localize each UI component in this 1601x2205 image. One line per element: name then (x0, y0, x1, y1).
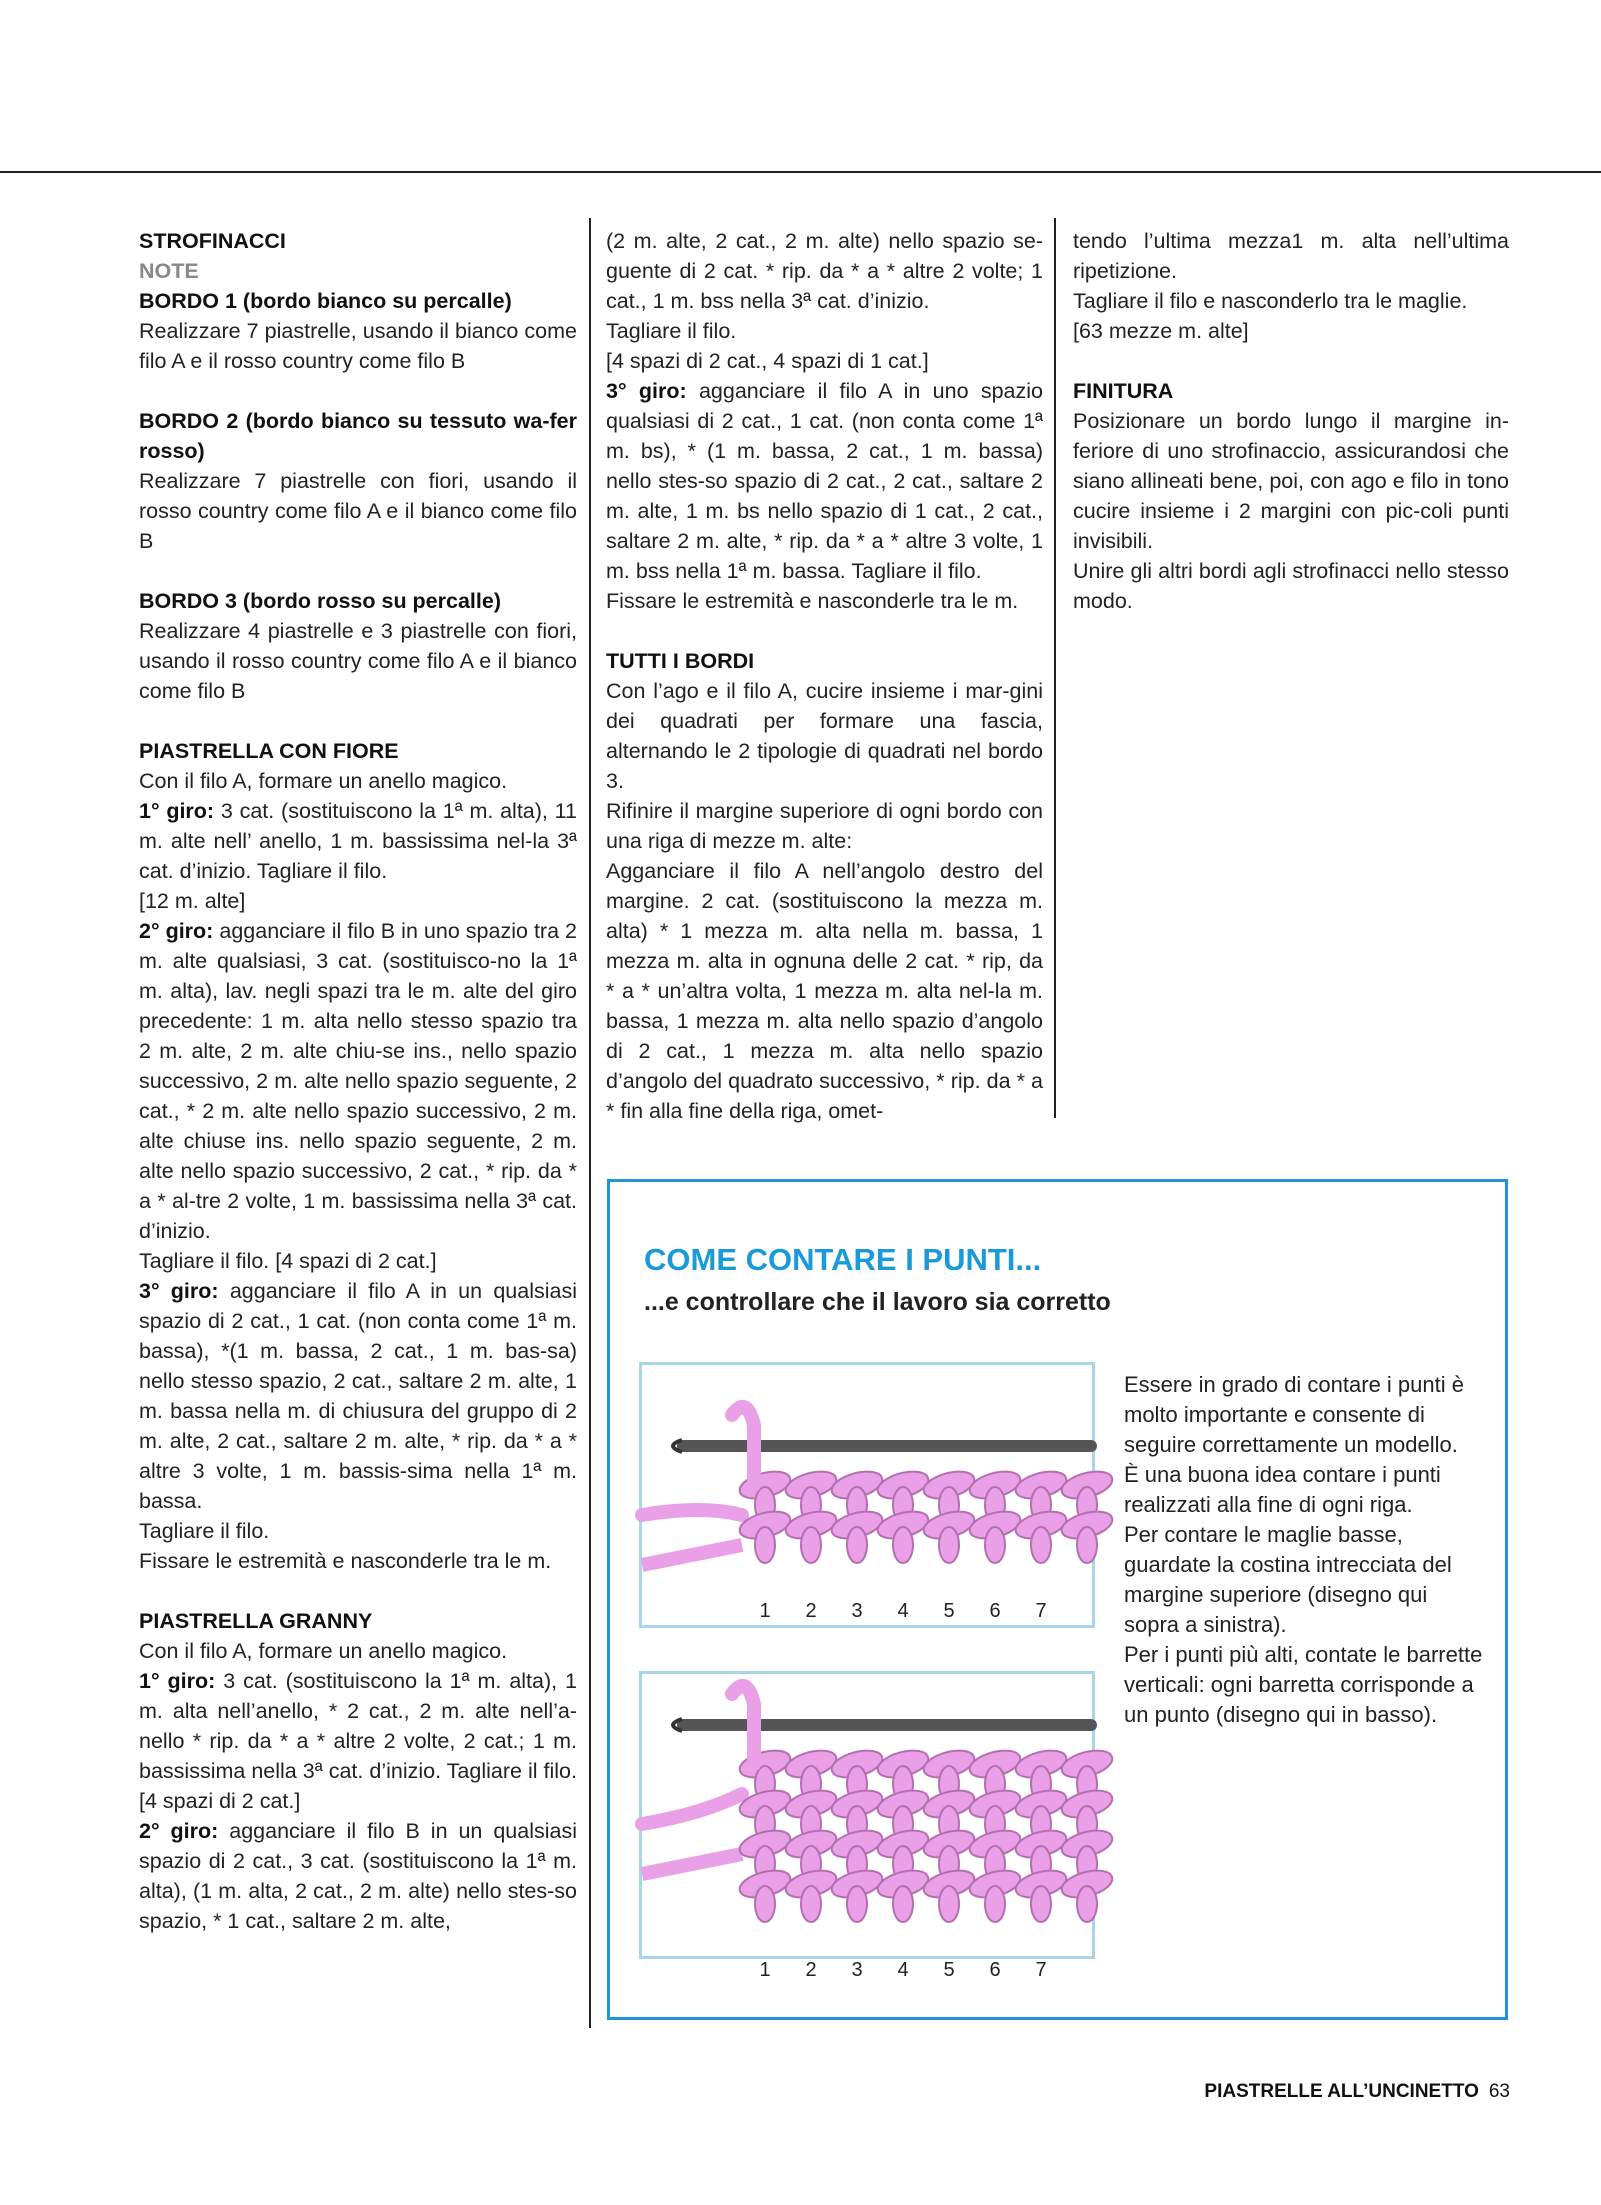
paragraph (139, 316, 577, 376)
paragraph-text: [4 spazi di 2 cat., 4 spazi di 1 cat.] (606, 349, 929, 373)
stitch-number: 3 (851, 1959, 863, 1981)
paragraph (1073, 226, 1509, 286)
paragraph (606, 226, 1043, 316)
paragraph-text: Fissare le estremità e nasconderle tra le m. (606, 589, 1019, 613)
box-subtitle: ...e controllare che il lavoro sia corretto (644, 1288, 1111, 1316)
paragraph-text: Tagliare il filo. (606, 319, 737, 343)
column-3 (1073, 226, 1509, 616)
yarn-tail (642, 1794, 742, 1824)
section-heading: TUTTI I BORDI (606, 649, 755, 673)
paragraph (139, 1516, 577, 1546)
yarn-post (893, 1886, 913, 1922)
yarn-post (755, 1886, 775, 1922)
paragraph-text: Agganciare il filo A nell’angolo destro del margine. 2 cat. (sostituiscono la mezza m. alta) * 1 mezza m. alta nella m. bassa, 1 mezza m. alta in ognuna delle 2 cat. * rip, da * a * un’altra volta, 1 mezza m. alta nel-la m. bassa, 1 mezza m. alta nello spazio d’angolo di 2 cat., 1 mezza m. alta nello spazio d’angolo del quadrato successivo, * rip. da * a * fin alla fine della riga, omet- (606, 859, 1043, 1123)
round-label: 2° giro: (139, 1819, 219, 1843)
section-heading: BORDO 1 (bordo bianco su percalle) (139, 289, 512, 313)
yarn-post (985, 1886, 1005, 1922)
column-2 (606, 226, 1043, 1126)
stitch-number: 5 (943, 1600, 955, 1622)
stitch-number: 1 (759, 1959, 771, 1981)
round-label: 3° giro: (139, 1279, 219, 1303)
box-paragraph: Per contare le maglie basse, guardate la costina intrecciata del margine superiore (disegno qui sopra a sinistra). (1124, 1522, 1452, 1637)
paragraph (1073, 316, 1509, 346)
hook-shaft (677, 1719, 1097, 1731)
double-crochet-illustration (639, 1671, 1095, 1981)
stitch-number: 2 (805, 1959, 817, 1981)
paragraph-text: Unire gli altri bordi agli strofinacci nello stesso modo. (1073, 559, 1509, 613)
round-label: 2° giro: (139, 919, 214, 943)
paragraph-text: Con il filo A, formare un anello magico. (139, 1639, 508, 1663)
paragraph-text: agganciare il filo B in uno spazio tra 2 m. alte qualsiasi, 3 cat. (sostituisco-no la 1ª m. alta), lav. negli spazi tra le m. alte del giro precedente: 1 m. alta nello stesso spazio tra 2 m. alte, 2 m. alte chiu-se ins., nello spazio successivo, 2 m. alte nello spazio seguente, 2 cat., * 2 m. alte nello spazio successivo, 2 m. alte chiuse ins. nello spazio seguente, 2 m. alte nello spazio successivo, 2 cat., * rip. da * a * al-tre 2 volte, 1 m. bassissima nella 3ª cat. d’inizio. (139, 919, 578, 1243)
paragraph-text: 3 cat. (sostituiscono la 1ª m. alta), 11 m. alte nell’ anello, 1 m. bassissima nel-la 3ª cat. d’inizio. Tagliare il filo. (139, 799, 577, 883)
stitch-number: 5 (943, 1959, 955, 1981)
paragraph-text: Tagliare il filo e nasconderlo tra le maglie. (1073, 289, 1468, 313)
crochet-hook-dc-drawing (642, 1674, 1092, 1981)
yarn-post (985, 1527, 1005, 1563)
paragraph (139, 1666, 577, 1816)
yarn-post (801, 1527, 821, 1563)
paragraph-text: Realizzare 7 piastrelle, usando il bianco come filo A e il rosso country come filo B (139, 319, 577, 373)
column-divider (589, 218, 591, 2028)
yarn-post (1077, 1886, 1097, 1922)
section-heading: PIASTRELLA GRANNY (139, 1609, 373, 1633)
paragraph (139, 466, 577, 556)
paragraph-text: 3 cat. (sostituiscono la 1ª m. alta), 1 m. alta nell’anello, * 2 cat., 2 m. alte nell’a-nello * rip. da * a * altre 2 volte, 2 cat.; 1 m. bassissima nella 3ª cat. d’inizio. Tagliare il filo. [4 spazi di 2 cat.] (139, 1669, 577, 1813)
paragraph (139, 1546, 577, 1576)
round-label: 1° giro: (139, 799, 215, 823)
yarn-post (755, 1527, 775, 1563)
page-footer (1204, 2081, 1510, 2103)
spacer (139, 556, 577, 586)
paragraph (606, 586, 1043, 616)
yarn-post (801, 1886, 821, 1922)
paragraph-text: agganciare il filo A in un qualsiasi spazio di 2 cat., 1 cat. (non conta come 1ª m. bassa), *(1 m. bassa, 2 cat., 1 m. bas-sa) nello stesso spazio, 2 cat., saltare 2 m. alte, 1 m. bassa nella m. di chiusura del gruppo di 2 m. alte, 2 cat., saltare 2 m. alte, * rip. da * a * altre 3 volte, 1 m. bassis-sima nella 1ª m. bassa. (139, 1279, 577, 1513)
paragraph (139, 1276, 577, 1516)
yarn-tail (642, 1510, 742, 1515)
yarn-post (1077, 1527, 1097, 1563)
yarn-strand (642, 1545, 742, 1565)
yarn-post (1031, 1527, 1051, 1563)
yarn-post (847, 1886, 867, 1922)
paragraph (606, 796, 1043, 856)
yarn-post (1031, 1886, 1051, 1922)
crochet-hook-sc-drawing (642, 1365, 1092, 1625)
paragraph (139, 796, 577, 886)
paragraph-text: tendo l’ultima mezza1 m. alta nell’ultima ripetizione. (1073, 229, 1509, 283)
paragraph-text: Realizzare 4 piastrelle e 3 piastrelle con fiori, usando il rosso country come filo A e il bianco come filo B (139, 619, 577, 703)
paragraph (606, 676, 1043, 796)
paragraph-text: Con l’ago e il filo A, cucire insieme i mar-gini dei quadrati per formare una fascia, alternando le 2 tipologie di quadrati nel bordo 3. (606, 679, 1043, 793)
paragraph-text: Con il filo A, formare un anello magico. (139, 769, 508, 793)
paragraph-text: Tagliare il filo. [4 spazi di 2 cat.] (139, 1249, 437, 1273)
section-heading: STROFINACCI (139, 229, 286, 253)
stitch-number: 1 (759, 1600, 771, 1622)
paragraph (139, 1636, 577, 1666)
spacer (606, 616, 1043, 646)
paragraph-text: agganciare il filo B in un qualsiasi spazio di 2 cat., 3 cat. (sostituiscono la 1ª m. alta), (1 m. alta, 2 cat., 2 m. alte) nello stes-so spazio, * 1 cat., saltare 2 m. alte, (139, 1819, 577, 1933)
spacer (139, 706, 577, 736)
column-divider (1054, 218, 1056, 1118)
spacer (139, 1576, 577, 1606)
paragraph (139, 886, 577, 916)
how-to-count-box (607, 1179, 1508, 2020)
box-paragraph: È una buona idea contare i punti realizzati alla fine di ogni riga. (1124, 1462, 1441, 1517)
paragraph-text: agganciare il filo A in uno spazio qualsiasi di 2 cat., 1 cat. (non conta come 1ª m. bs), * (1 m. bassa, 2 cat., 1 m. bassa) nello stes-so spazio di 2 cat., 2 cat., saltare 2 m. alte, 1 m. bs nello spazio di 1 cat., 2 cat., saltare 2 m. alte, * rip. da * a * altre 3 volte, 1 m. bss nella 1ª m. bassa. Tagliare il filo. (606, 379, 1043, 583)
paragraph-text: Realizzare 7 piastrelle con fiori, usando il rosso country come filo A e il bianco come filo B (139, 469, 577, 553)
stitch-number: 4 (897, 1600, 909, 1622)
single-crochet-illustration (639, 1362, 1095, 1628)
section-heading: FINITURA (1073, 379, 1174, 403)
paragraph-text: Tagliare il filo. (139, 1519, 270, 1543)
paragraph (139, 916, 577, 1246)
footer-title: PIASTRELLE ALL’UNCINETTO (1204, 2081, 1479, 2102)
paragraph-text: Posizionare un bordo lungo il margine in-feriore di uno strofinaccio, assicurandosi che siano allineati bene, poi, con ago e filo in tono cucire insieme i 2 margini con pic-coli punti invisibili. (1073, 409, 1509, 553)
paragraph-text: (2 m. alte, 2 cat., 2 m. alte) nello spazio se-guente di 2 cat. * rip. da * a * altre 2 volte; 1 cat., 1 m. bss nella 3ª cat. d’inizio. (606, 229, 1043, 313)
section-heading: PIASTRELLA CON FIORE (139, 739, 399, 763)
yarn-post (847, 1527, 867, 1563)
paragraph (606, 856, 1043, 1126)
box-paragraph: Essere in grado di contare i punti è molto importante e consente di seguire correttamente un modello. (1124, 1372, 1464, 1457)
hook-shaft (677, 1440, 1097, 1452)
stitch-number: 7 (1035, 1959, 1047, 1981)
stitch-number: 4 (897, 1959, 909, 1981)
round-label: 1° giro: (139, 1669, 216, 1693)
section-heading: BORDO 2 (bordo bianco su tessuto wa-fer rosso) (139, 409, 577, 463)
paragraph (606, 316, 1043, 346)
paragraph (1073, 286, 1509, 316)
paragraph-text: [12 m. alte] (139, 889, 246, 913)
section-heading: NOTE (139, 259, 199, 283)
paragraph (139, 766, 577, 796)
paragraph (1073, 406, 1509, 556)
stitch-number: 6 (989, 1959, 1001, 1981)
stitch-number: 3 (851, 1600, 863, 1622)
paragraph (606, 346, 1043, 376)
stitch-number: 2 (805, 1600, 817, 1622)
yarn-post (893, 1527, 913, 1563)
page-number: 63 (1488, 2081, 1510, 2102)
box-title: COME CONTARE I PUNTI... (644, 1242, 1042, 1277)
yarn-strand (642, 1854, 742, 1874)
column-1 (139, 226, 577, 1936)
stitch-number: 6 (989, 1600, 1001, 1622)
paragraph-text: Fissare le estremità e nasconderle tra le m. (139, 1549, 552, 1573)
yarn-post (939, 1527, 959, 1563)
top-rule (0, 171, 1601, 173)
box-text (1124, 1370, 1484, 1730)
paragraph (139, 1246, 577, 1276)
paragraph (139, 616, 577, 706)
paragraph (1073, 556, 1509, 616)
yarn-post (939, 1886, 959, 1922)
stitch-number: 7 (1035, 1600, 1047, 1622)
box-paragraph: Per i punti più alti, contate le barrette verticali: ogni barretta corrisponde a un punto (disegno qui in basso). (1124, 1642, 1483, 1727)
section-heading: BORDO 3 (bordo rosso su percalle) (139, 589, 501, 613)
paragraph (606, 376, 1043, 586)
spacer (139, 376, 577, 406)
paragraph-text: Rifinire il margine superiore di ogni bordo con una riga di mezze m. alte: (606, 799, 1043, 853)
round-label: 3° giro: (606, 379, 687, 403)
paragraph (139, 1816, 577, 1936)
spacer (1073, 346, 1509, 376)
paragraph-text: [63 mezze m. alte] (1073, 319, 1249, 343)
